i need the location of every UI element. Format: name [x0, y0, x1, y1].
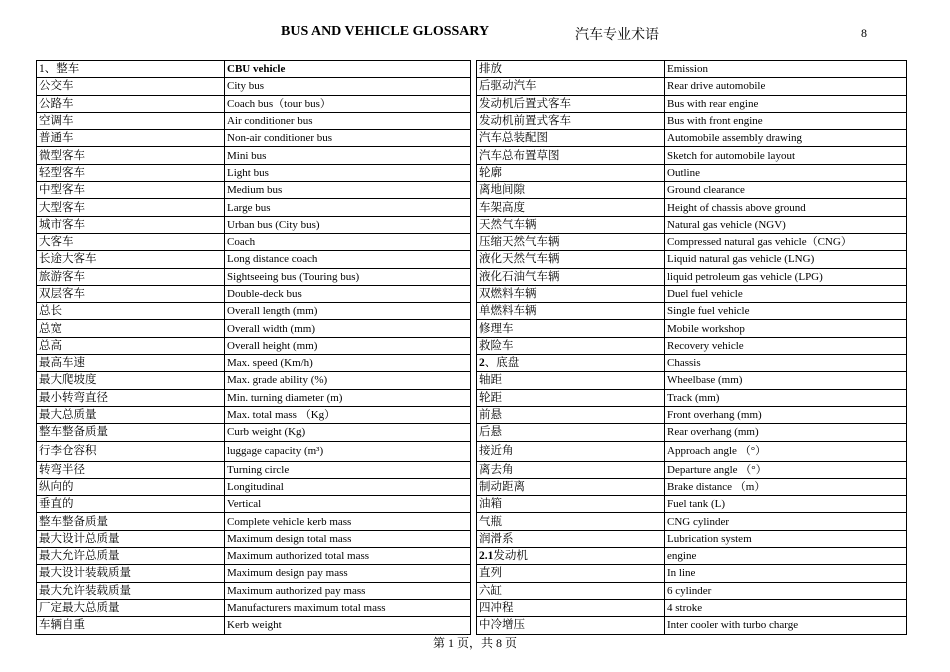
- term-english: Coach: [225, 233, 471, 250]
- term-english: Mini bus: [225, 147, 471, 164]
- term-english: engine: [665, 548, 907, 565]
- table-row: [477, 130, 907, 147]
- table-row: [477, 78, 907, 95]
- table-row: [37, 61, 471, 78]
- table-row: [37, 251, 471, 268]
- table-row: [477, 599, 907, 616]
- term-english: Wheelbase (mm): [665, 372, 907, 389]
- term-chinese: 总高: [37, 337, 225, 354]
- table-row: [37, 389, 471, 406]
- table-row: [37, 478, 471, 495]
- term-english: City bus: [225, 78, 471, 95]
- table-row: [37, 320, 471, 337]
- table-row: [37, 130, 471, 147]
- term-english: Sketch for automobile layout: [665, 147, 907, 164]
- term-english: Double-deck bus: [225, 285, 471, 302]
- term-chinese: 普通车: [37, 130, 225, 147]
- term-english: Vertical: [225, 496, 471, 513]
- term-english: Fuel tank (L): [665, 496, 907, 513]
- table-row: [37, 406, 471, 423]
- term-english: Max. speed (Km/h): [225, 355, 471, 372]
- term-chinese: 中冷增压: [477, 617, 665, 634]
- term-chinese: 公路车: [37, 95, 225, 112]
- term-english: Overall width (mm): [225, 320, 471, 337]
- term-english: Departure angle （°）: [665, 461, 907, 478]
- term-chinese: 整车整备质量: [37, 513, 225, 530]
- term-chinese: 接近角: [477, 441, 665, 461]
- term-chinese: 行李仓容积: [37, 441, 225, 461]
- term-english: 4 stroke: [665, 599, 907, 616]
- table-row: [37, 513, 471, 530]
- glossary-table-left: [36, 60, 471, 635]
- term-english: Curb weight (Kg): [225, 424, 471, 441]
- term-chinese: 救险车: [477, 337, 665, 354]
- table-row: [477, 216, 907, 233]
- term-chinese: 直列: [477, 565, 665, 582]
- term-chinese: 总长: [37, 303, 225, 320]
- table-row: [37, 424, 471, 441]
- term-chinese: 最大允许装载质量: [37, 582, 225, 599]
- term-english: Urban bus (City bus): [225, 216, 471, 233]
- term-english: liquid petroleum gas vehicle (LPG): [665, 268, 907, 285]
- term-chinese: 空调车: [37, 112, 225, 129]
- term-english: Brake distance （m）: [665, 478, 907, 495]
- term-english: Turning circle: [225, 461, 471, 478]
- table-row: [477, 233, 907, 250]
- table-row: [37, 355, 471, 372]
- term-english: In line: [665, 565, 907, 582]
- term-english: CNG cylinder: [665, 513, 907, 530]
- table-row: [37, 599, 471, 616]
- term-english: Maximum design total mass: [225, 530, 471, 547]
- table-row: [477, 95, 907, 112]
- table-row: [37, 199, 471, 216]
- term-chinese: 汽车总装配图: [477, 130, 665, 147]
- term-chinese: 双燃料车辆: [477, 285, 665, 302]
- term-chinese: 微型客车: [37, 147, 225, 164]
- table-row: [477, 548, 907, 565]
- table-row: [477, 182, 907, 199]
- table-row: [477, 355, 907, 372]
- term-english: Emission: [665, 61, 907, 78]
- term-chinese: 城市客车: [37, 216, 225, 233]
- term-english: Sightseeing bus (Touring bus): [225, 268, 471, 285]
- term-english: Coach bus（tour bus）: [225, 95, 471, 112]
- term-chinese: 发动机后置式客车: [477, 95, 665, 112]
- term-english: Approach angle （°）: [665, 441, 907, 461]
- term-english: Rear drive automobile: [665, 78, 907, 95]
- term-chinese: 四冲程: [477, 599, 665, 616]
- term-english: Manufacturers maximum total mass: [225, 599, 471, 616]
- table-row: [37, 496, 471, 513]
- term-english: Air conditioner bus: [225, 112, 471, 129]
- table-row: [477, 582, 907, 599]
- term-chinese: 前悬: [477, 406, 665, 423]
- term-chinese: 厂定最大总质量: [37, 599, 225, 616]
- term-english: Single fuel vehicle: [665, 303, 907, 320]
- table-row: [37, 164, 471, 181]
- table-row: [37, 441, 471, 461]
- term-chinese: 修理车: [477, 320, 665, 337]
- table-row: [477, 303, 907, 320]
- term-chinese: 大型客车: [37, 199, 225, 216]
- term-english: Light bus: [225, 164, 471, 181]
- term-english: Medium bus: [225, 182, 471, 199]
- table-row: [477, 320, 907, 337]
- table-row: [477, 112, 907, 129]
- table-row: [37, 216, 471, 233]
- term-chinese: 长途大客车: [37, 251, 225, 268]
- term-english: Long distance coach: [225, 251, 471, 268]
- term-chinese: 排放: [477, 61, 665, 78]
- term-english: Bus with front engine: [665, 112, 907, 129]
- term-chinese: 液化石油气车辆: [477, 268, 665, 285]
- term-chinese: 最大爬坡度: [37, 372, 225, 389]
- table-row: [37, 112, 471, 129]
- term-chinese: 制动距离: [477, 478, 665, 495]
- term-chinese: 汽车总布置草图: [477, 147, 665, 164]
- table-row: [477, 406, 907, 423]
- page-footer: 第 1 页，共 8 页: [432, 636, 517, 650]
- table-row: [477, 513, 907, 530]
- table-row: [477, 61, 907, 78]
- term-english: Outline: [665, 164, 907, 181]
- glossary-table-right: [476, 60, 907, 635]
- term-english: Bus with rear engine: [665, 95, 907, 112]
- term-english: Kerb weight: [225, 617, 471, 634]
- term-chinese: 液化天然气车辆: [477, 251, 665, 268]
- table-row: [37, 582, 471, 599]
- table-row: [477, 251, 907, 268]
- table-row: [477, 268, 907, 285]
- term-chinese: 双层客车: [37, 285, 225, 302]
- term-english: Inter cooler with turbo charge: [665, 617, 907, 634]
- table-row: [477, 147, 907, 164]
- term-chinese: 2、底盘: [477, 355, 665, 372]
- term-chinese: 润滑系: [477, 530, 665, 547]
- table-row: [37, 530, 471, 547]
- term-english: Maximum design pay mass: [225, 565, 471, 582]
- term-english: Overall length (mm): [225, 303, 471, 320]
- term-chinese: 最大允许总质量: [37, 548, 225, 565]
- table-row: [37, 147, 471, 164]
- term-english: 6 cylinder: [665, 582, 907, 599]
- term-english: Chassis: [665, 355, 907, 372]
- term-chinese: 气瓶: [477, 513, 665, 530]
- term-chinese: 轮廓: [477, 164, 665, 181]
- term-english: Automobile assembly drawing: [665, 130, 907, 147]
- glossary-title: BUS AND VEHICLE GLOSSARY: [281, 24, 490, 39]
- table-row: [477, 337, 907, 354]
- term-chinese: 最大总质量: [37, 406, 225, 423]
- term-english: Max. grade ability (%): [225, 372, 471, 389]
- term-chinese: 大客车: [37, 233, 225, 250]
- table-row: [37, 461, 471, 478]
- table-row: [37, 337, 471, 354]
- term-english: Min. turning diameter (m): [225, 389, 471, 406]
- table-row: [37, 268, 471, 285]
- term-english: Max. total mass （Kg）: [225, 406, 471, 423]
- term-chinese: 离地间隙: [477, 182, 665, 199]
- term-english: Complete vehicle kerb mass: [225, 513, 471, 530]
- page-header: [0, 24, 950, 44]
- term-chinese: 转弯半径: [37, 461, 225, 478]
- term-chinese: 最小转弯直径: [37, 389, 225, 406]
- term-english: Maximum authorized pay mass: [225, 582, 471, 599]
- term-chinese: 发动机前置式客车: [477, 112, 665, 129]
- term-english: Large bus: [225, 199, 471, 216]
- table-row: [37, 285, 471, 302]
- term-chinese: 垂直的: [37, 496, 225, 513]
- table-row: [477, 617, 907, 634]
- term-chinese: 车辆自重: [37, 617, 225, 634]
- term-english: Non-air conditioner bus: [225, 130, 471, 147]
- term-chinese: 六缸: [477, 582, 665, 599]
- term-english: luggage capacity (m³): [225, 441, 471, 461]
- table-row: [477, 199, 907, 216]
- page-number: 8: [861, 26, 867, 40]
- term-chinese: 最大设计总质量: [37, 530, 225, 547]
- term-chinese: 整车整备质量: [37, 424, 225, 441]
- term-english: Liquid natural gas vehicle (LNG): [665, 251, 907, 268]
- table-row: [477, 389, 907, 406]
- table-row: [37, 78, 471, 95]
- table-row: [37, 617, 471, 634]
- term-chinese: 1、整车: [37, 61, 225, 78]
- term-chinese: 纵向的: [37, 478, 225, 495]
- table-row: [477, 372, 907, 389]
- table-row: [37, 95, 471, 112]
- term-english: Recovery vehicle: [665, 337, 907, 354]
- term-chinese: 油箱: [477, 496, 665, 513]
- term-english: Rear overhang (mm): [665, 424, 907, 441]
- term-chinese: 最高车速: [37, 355, 225, 372]
- term-chinese: 轻型客车: [37, 164, 225, 181]
- term-chinese: 压缩天然气车辆: [477, 233, 665, 250]
- term-chinese: 单燃料车辆: [477, 303, 665, 320]
- table-row: [477, 461, 907, 478]
- table-row: [37, 182, 471, 199]
- term-chinese: 中型客车: [37, 182, 225, 199]
- term-english: Longitudinal: [225, 478, 471, 495]
- term-chinese: 2.1发动机: [477, 548, 665, 565]
- table-row: [37, 548, 471, 565]
- term-english: Front overhang (mm): [665, 406, 907, 423]
- term-chinese: 车架高度: [477, 199, 665, 216]
- term-chinese: 轴距: [477, 372, 665, 389]
- table-row: [37, 565, 471, 582]
- term-chinese: 离去角: [477, 461, 665, 478]
- term-english: CBU vehicle: [225, 61, 471, 78]
- table-row: [477, 441, 907, 461]
- term-chinese: 旅游客车: [37, 268, 225, 285]
- term-english: Height of chassis above ground: [665, 199, 907, 216]
- term-english: Lubrication system: [665, 530, 907, 547]
- term-chinese: 天然气车辆: [477, 216, 665, 233]
- table-row: [37, 372, 471, 389]
- table-row: [477, 530, 907, 547]
- table-row: [477, 496, 907, 513]
- term-chinese: 后驱动汽车: [477, 78, 665, 95]
- term-chinese: 总宽: [37, 320, 225, 337]
- term-english: Ground clearance: [665, 182, 907, 199]
- term-english: Natural gas vehicle (NGV): [665, 216, 907, 233]
- table-row: [477, 478, 907, 495]
- term-english: Maximum authorized total mass: [225, 548, 471, 565]
- term-chinese: 轮距: [477, 389, 665, 406]
- term-chinese: 最大设计装载质量: [37, 565, 225, 582]
- term-english: Overall height (mm): [225, 337, 471, 354]
- table-row: [477, 164, 907, 181]
- table-row: [37, 233, 471, 250]
- table-row: [37, 303, 471, 320]
- glossary-title-chinese: 汽车专业术语: [575, 28, 659, 43]
- term-english: Duel fuel vehicle: [665, 285, 907, 302]
- term-chinese: 后悬: [477, 424, 665, 441]
- term-chinese: 公交车: [37, 78, 225, 95]
- term-english: Mobile workshop: [665, 320, 907, 337]
- term-english: Compressed natural gas vehicle（CNG）: [665, 233, 907, 250]
- table-row: [477, 424, 907, 441]
- table-row: [477, 285, 907, 302]
- term-english: Track (mm): [665, 389, 907, 406]
- table-row: [477, 565, 907, 582]
